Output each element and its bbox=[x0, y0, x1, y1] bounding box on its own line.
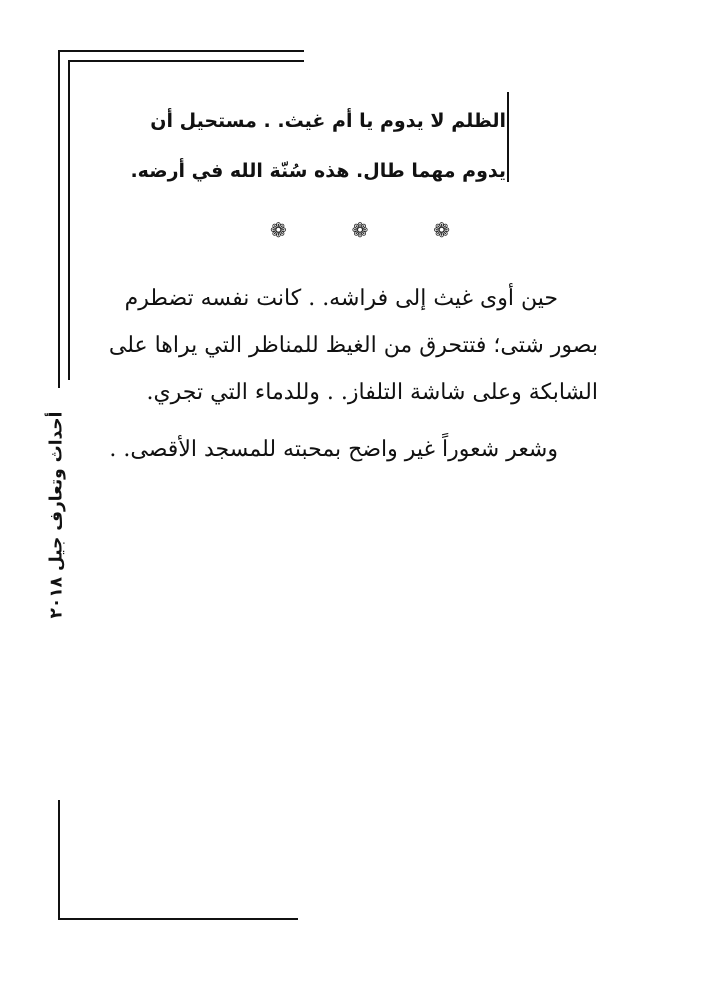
frame-outer-left-line bbox=[58, 50, 60, 388]
quote-bar bbox=[507, 92, 509, 182]
running-title-text: أحداث وتعارف جيل ٢٠١٨ bbox=[46, 411, 67, 619]
frame-bottom-left-line bbox=[58, 800, 60, 920]
frame-bottom-line bbox=[58, 918, 298, 920]
running-title bbox=[38, 400, 74, 630]
quote-line-1: الظلم لا يدوم يا أم غيث. . مستحيل أن bbox=[150, 110, 506, 132]
ornament-flourish-icon: ❁ bbox=[433, 218, 450, 242]
ornament-separator bbox=[270, 218, 450, 242]
frame-inner-left-line bbox=[68, 60, 70, 380]
quote-block bbox=[98, 96, 506, 196]
paragraph: وشعر شعوراً غير واضح بمحبته للمسجد الأقصى. . bbox=[109, 437, 558, 462]
ornament-flourish-icon: ❁ bbox=[270, 218, 287, 242]
frame-outer-top-line bbox=[58, 50, 304, 52]
ornament-flourish-icon: ❁ bbox=[351, 218, 369, 242]
frame-inner-top-line bbox=[68, 60, 304, 62]
quote-line-2: يدوم مهما طال. هذه سُنّة الله في أرضه. bbox=[130, 160, 506, 182]
paragraph: حين أوى غيث إلى فراشه. . كانت نفسه تضطرم بصور شتى؛ فتتحرق من الغيظ للمناظر التي يراها على الشابكة وعلى شاشة التلفاز. . وللدماء التي تجري. bbox=[108, 286, 598, 405]
body-text bbox=[108, 275, 598, 483]
